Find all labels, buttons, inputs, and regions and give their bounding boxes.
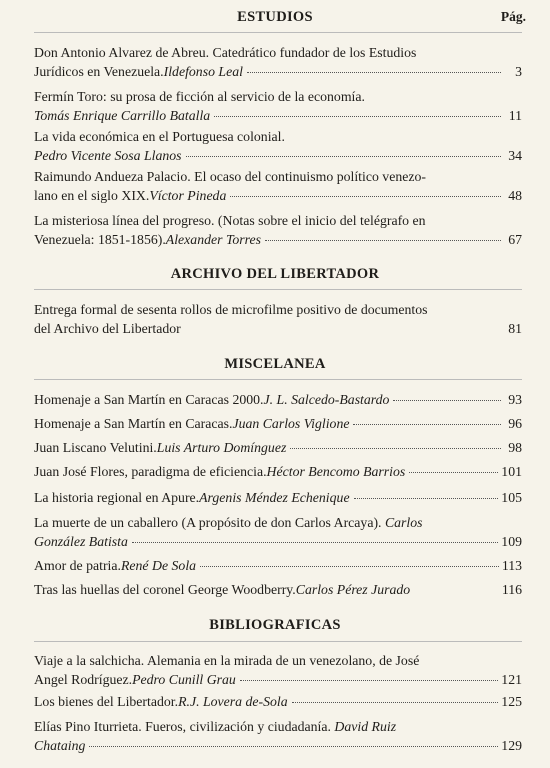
entry-author: R.J. Lovera de-Sola: [178, 694, 288, 709]
entry-page: 101: [501, 464, 522, 479]
leader-dots: [132, 541, 498, 543]
entry-title-text: lano en el siglo XIX.: [34, 188, 150, 203]
toc-entry[interactable]: [34, 438, 522, 457]
entry-author: Héctor Bencomo Barrios: [266, 464, 406, 479]
entry-title-text: Venezuela: 1851-1856).: [34, 232, 166, 247]
entry-page: 67: [508, 232, 522, 247]
toc-entry[interactable]: [34, 580, 522, 599]
entry-page: 93: [508, 392, 522, 407]
entry-title-line: Entrega formal de sesenta rollos de microfilme positivo de documentos: [34, 302, 428, 317]
entry-author: David Ruiz: [334, 719, 397, 734]
toc-entry[interactable]: [34, 414, 522, 433]
toc-entry[interactable]: [34, 692, 522, 711]
entry-title-line: Raimundo Andueza Palacio. El ocaso del continuismo político venezo-: [34, 169, 426, 184]
leader-dots: [409, 471, 498, 473]
entry-title-text: Amor de patria.: [34, 558, 121, 573]
leader-dots: [353, 423, 501, 425]
entry-author: Pedro Cunill Grau: [132, 672, 236, 687]
entry-title-line: La vida económica en el Portuguesa colonial.: [34, 129, 285, 144]
toc-entry[interactable]: [34, 87, 522, 125]
entry-author: Pedro Vicente Sosa Llanos: [34, 148, 182, 163]
entry-author: René De Sola: [120, 558, 197, 573]
section-title-archivo: ARCHIVO DEL LIBERTADOR: [170, 266, 380, 282]
entry-author: Argenis Méndez Echenique: [199, 490, 350, 505]
entry-title-text: Elías Pino Iturrieta. Fueros, civilización y ciudadanía.: [34, 719, 335, 734]
entry-page: 96: [508, 416, 522, 431]
entry-title-line: Don Antonio Alvarez de Abreu. Catedrático fundador de los Estudios: [34, 45, 417, 60]
entry-title-text: Juan Liscano Velutini.: [34, 440, 157, 455]
toc-entry[interactable]: [34, 390, 522, 409]
entry-page: 98: [508, 440, 522, 455]
leader-dots: [214, 115, 501, 117]
leader-dots: [200, 565, 499, 567]
entry-page: 129: [501, 738, 522, 753]
toc-entry[interactable]: [34, 513, 522, 551]
entry-page: 3: [515, 64, 522, 79]
entry-title-text: Homenaje a San Martín en Caracas.: [34, 416, 233, 431]
section-title-bibliograficas: BIBLIOGRAFICAS: [209, 617, 341, 633]
pag-header: Pág.: [500, 9, 526, 24]
toc-entry[interactable]: [34, 488, 522, 507]
toc-entry[interactable]: [34, 462, 522, 481]
leader-dots: [393, 399, 501, 401]
toc-entry[interactable]: [34, 211, 522, 249]
divider: [34, 32, 522, 33]
entry-author: Ildefonso Leal: [163, 64, 243, 79]
entry-page: 125: [501, 694, 522, 709]
toc-entry[interactable]: [34, 717, 522, 755]
leader-dots: [186, 155, 501, 157]
entry-title-line: [34, 513, 522, 532]
section-title-estudios: ESTUDIOS: [237, 9, 313, 25]
entry-title-text: Homenaje a San Martín en Caracas 2000.: [34, 392, 264, 407]
entry-page: 34: [508, 148, 522, 163]
entry-title-text: Juan José Flores, paradigma de eficiencia.: [34, 464, 267, 479]
entry-title-text: La historia regional en Apure.: [34, 490, 200, 505]
entry-page: 121: [501, 672, 522, 687]
divider: [34, 379, 522, 380]
entry-title-text: del Archivo del Libertador: [34, 321, 181, 336]
leader-dots: [240, 679, 498, 681]
leader-dots: [247, 71, 501, 73]
entry-title-line: [34, 717, 522, 736]
leader-dots: [354, 497, 499, 499]
entry-page: 11: [508, 108, 522, 123]
leader-dots: [292, 701, 499, 703]
toc-entry[interactable]: [34, 651, 522, 689]
entry-title-text: Angel Rodríguez.: [34, 672, 133, 687]
entry-author: Alexander Torres: [165, 232, 261, 247]
toc-entry[interactable]: [34, 43, 522, 81]
entry-page: 48: [508, 188, 522, 203]
entry-author: Chataing: [34, 738, 86, 753]
entry-title-line: La misteriosa línea del progreso. (Notas sobre el inicio del telégrafo en: [34, 213, 426, 228]
toc-entry[interactable]: [34, 127, 522, 165]
entry-author: Juan Carlos Viglione: [232, 416, 350, 431]
entry-author: J. L. Salcedo-Bastardo: [263, 392, 390, 407]
toc-entry[interactable]: [34, 300, 522, 338]
divider: [34, 641, 522, 642]
leader-dots: [89, 745, 498, 747]
entry-author: González Batista: [34, 534, 128, 549]
entry-page: 109: [501, 534, 522, 549]
entry-page: 116: [501, 582, 522, 597]
entry-author: Tomás Enrique Carrillo Batalla: [34, 108, 211, 123]
entry-author: Carlos: [384, 515, 423, 530]
entry-title-text: Los bienes del Libertador.: [34, 694, 179, 709]
entry-title-text: Tras las huellas del coronel George Woodberry.: [34, 582, 296, 597]
toc-entry[interactable]: [34, 556, 522, 575]
leader-dots: [230, 195, 501, 197]
entry-title-text: La muerte de un caballero (A propósito de don Carlos Arcaya).: [34, 515, 385, 530]
entry-page: 105: [501, 490, 522, 505]
entry-title-text: Jurídicos en Venezuela.: [34, 64, 164, 79]
leader-dots: [185, 328, 501, 330]
entry-title-line: Viaje a la salchicha. Alemania en la mirada de un venezolano, de José: [34, 653, 420, 668]
leader-dots: [414, 589, 499, 591]
entry-author: Víctor Pineda: [149, 188, 227, 203]
entry-page: 113: [501, 558, 522, 573]
divider: [34, 289, 522, 290]
entry-page: 81: [508, 321, 522, 336]
toc-entry[interactable]: [34, 167, 522, 205]
section-title-miscelanea: MISCELANEA: [224, 356, 326, 372]
leader-dots: [265, 239, 501, 241]
entry-title-line: Fermín Toro: su prosa de ficción al servicio de la economía.: [34, 89, 365, 104]
entry-author: Luis Arturo Domínguez: [156, 440, 287, 455]
leader-dots: [290, 447, 501, 449]
entry-author: Carlos Pérez Jurado: [295, 582, 411, 597]
